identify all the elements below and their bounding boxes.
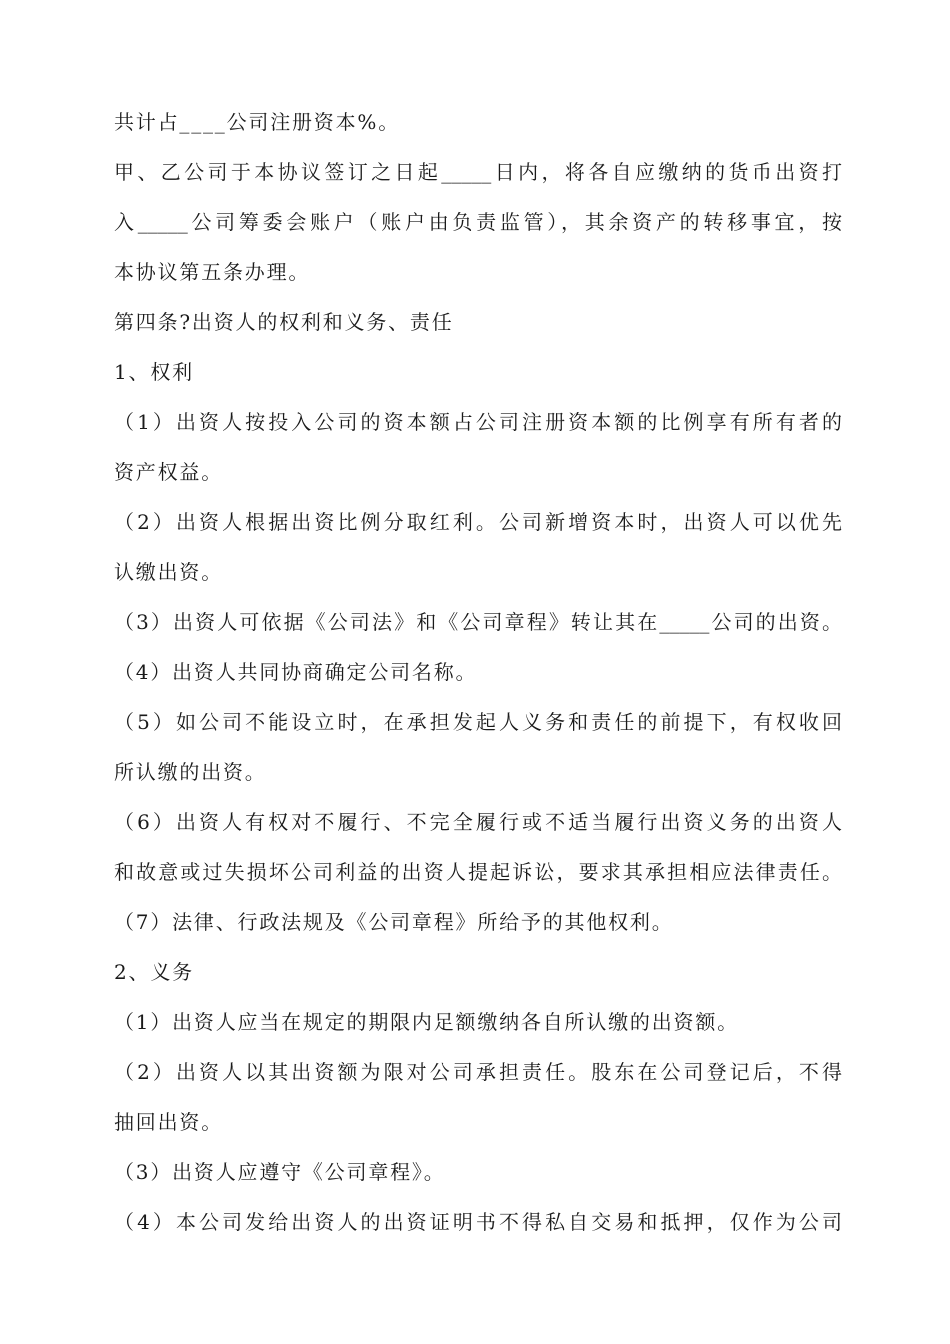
- subsection-heading: 2、义务: [114, 960, 194, 984]
- text-line: （3）出资人可依据《公司法》和《公司章程》转让其在_____公司的出资。: [114, 610, 842, 634]
- text-line: （4）出资人共同协商确定公司名称。: [114, 660, 478, 684]
- text-line: 和故意或过失损坏公司利益的出资人提起诉讼，要求其承担相应法律责任。: [114, 860, 842, 884]
- document-body: [114, 100, 842, 1250]
- subsection-heading: 1、权利: [114, 360, 194, 384]
- text-line: 认缴出资。: [114, 560, 223, 584]
- text-line: 入_____公司筹委会账户（账户由负责监管），其余资产的转移事宜，按: [114, 210, 842, 234]
- text-line: 共计占____公司注册资本%。: [114, 110, 401, 134]
- text-line: （7）法律、行政法规及《公司章程》所给予的其他权利。: [114, 910, 674, 934]
- text-line: （1）出资人按投入公司的资本额占公司注册资本额的比例享有所有者的: [114, 410, 842, 434]
- text-line: （2）出资人根据出资比例分取红利。公司新增资本时，出资人可以优先: [114, 510, 842, 534]
- text-line: （3）出资人应遵守《公司章程》。: [114, 1160, 446, 1184]
- section-heading: 第四条?出资人的权利和义务、责任: [114, 310, 454, 334]
- text-line: （2）出资人以其出资额为限对公司承担责任。股东在公司登记后，不得: [114, 1060, 842, 1084]
- text-line: 资产权益。: [114, 460, 223, 484]
- text-line: 抽回出资。: [114, 1110, 223, 1134]
- text-line: 甲、乙公司于本协议签订之日起_____日内，将各自应缴纳的货币出资打: [114, 160, 842, 184]
- text-line: 所认缴的出资。: [114, 760, 267, 784]
- text-line: 本协议第五条办理。: [114, 260, 311, 284]
- text-line: （4）本公司发给出资人的出资证明书不得私自交易和抵押，仅作为公司: [114, 1210, 842, 1234]
- text-line: （6）出资人有权对不履行、不完全履行或不适当履行出资义务的出资人: [114, 810, 842, 834]
- text-line: （5）如公司不能设立时，在承担发起人义务和责任的前提下，有权收回: [114, 710, 842, 734]
- text-line: （1）出资人应当在规定的期限内足额缴纳各自所认缴的出资额。: [114, 1010, 739, 1034]
